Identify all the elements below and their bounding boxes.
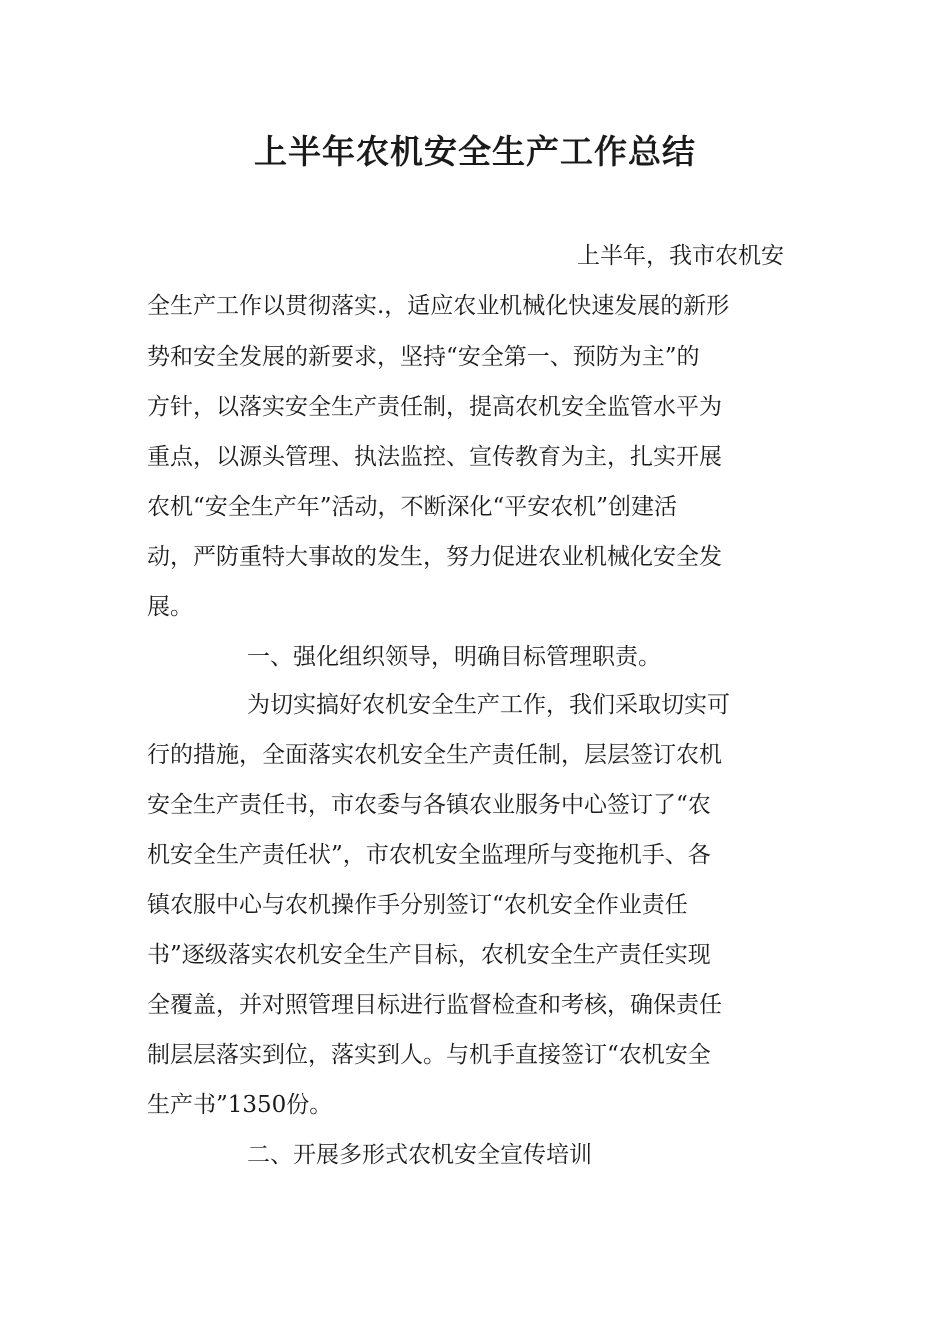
section-heading-2: 二、开展多形式农机安全宣传培训 [247,1142,592,1168]
text-line-8: 展。 [147,594,193,620]
text-line-2: 全生产工作以贯彻落实.，适应农业机械化快速发展的新形 [147,293,730,319]
text-line-13: 机安全生产责任状”，市农机安全监理所与变拖机手、各 [147,842,711,868]
text-line-17: 制层层落实到位，落实到人。与机手直接签订“农机安全 [147,1042,711,1068]
text-line-11: 行的措施，全面落实农机安全生产责任制，层层签订农机 [147,742,722,768]
text-line-1: 上半年，我市农机安 [577,243,784,269]
text-line-7: 动，严防重特大事故的发生，努力促进农业机械化安全发 [147,544,722,570]
text-line-10: 为切实搞好农机安全生产工作，我们采取切实可 [247,692,730,718]
text-line-5: 重点，以源头管理、执法监控、宣传教育为主，扎实开展 [147,444,722,470]
text-line-16: 全覆盖，并对照管理目标进行监督检查和考核，确保责任 [147,992,722,1018]
text-line-12: 安全生产责任书，市农委与各镇农业服务中心签订了“农 [147,792,711,818]
text-line-4: 方针，以落实安全生产责任制，提高农机安全监管水平为 [147,394,722,420]
text-line-3: 势和安全发展的新要求，坚持“安全第一、预防为主”的 [147,344,700,370]
section-heading-1: 一、强化组织领导，明确目标管理职责。 [247,644,661,670]
text-line-15: 书”逐级落实农机安全生产目标，农机安全生产责任实现 [147,942,711,968]
text-line-18: 生产书”1350份。 [147,1092,333,1118]
text-line-6: 农机“安全生产年”活动，不断深化“平安农机”创建活 [147,494,678,520]
text-line-14: 镇农服中心与农机操作手分别签订“农机安全作业责任 [147,892,688,918]
document-title: 上半年农机安全生产工作总结 [254,132,696,171]
